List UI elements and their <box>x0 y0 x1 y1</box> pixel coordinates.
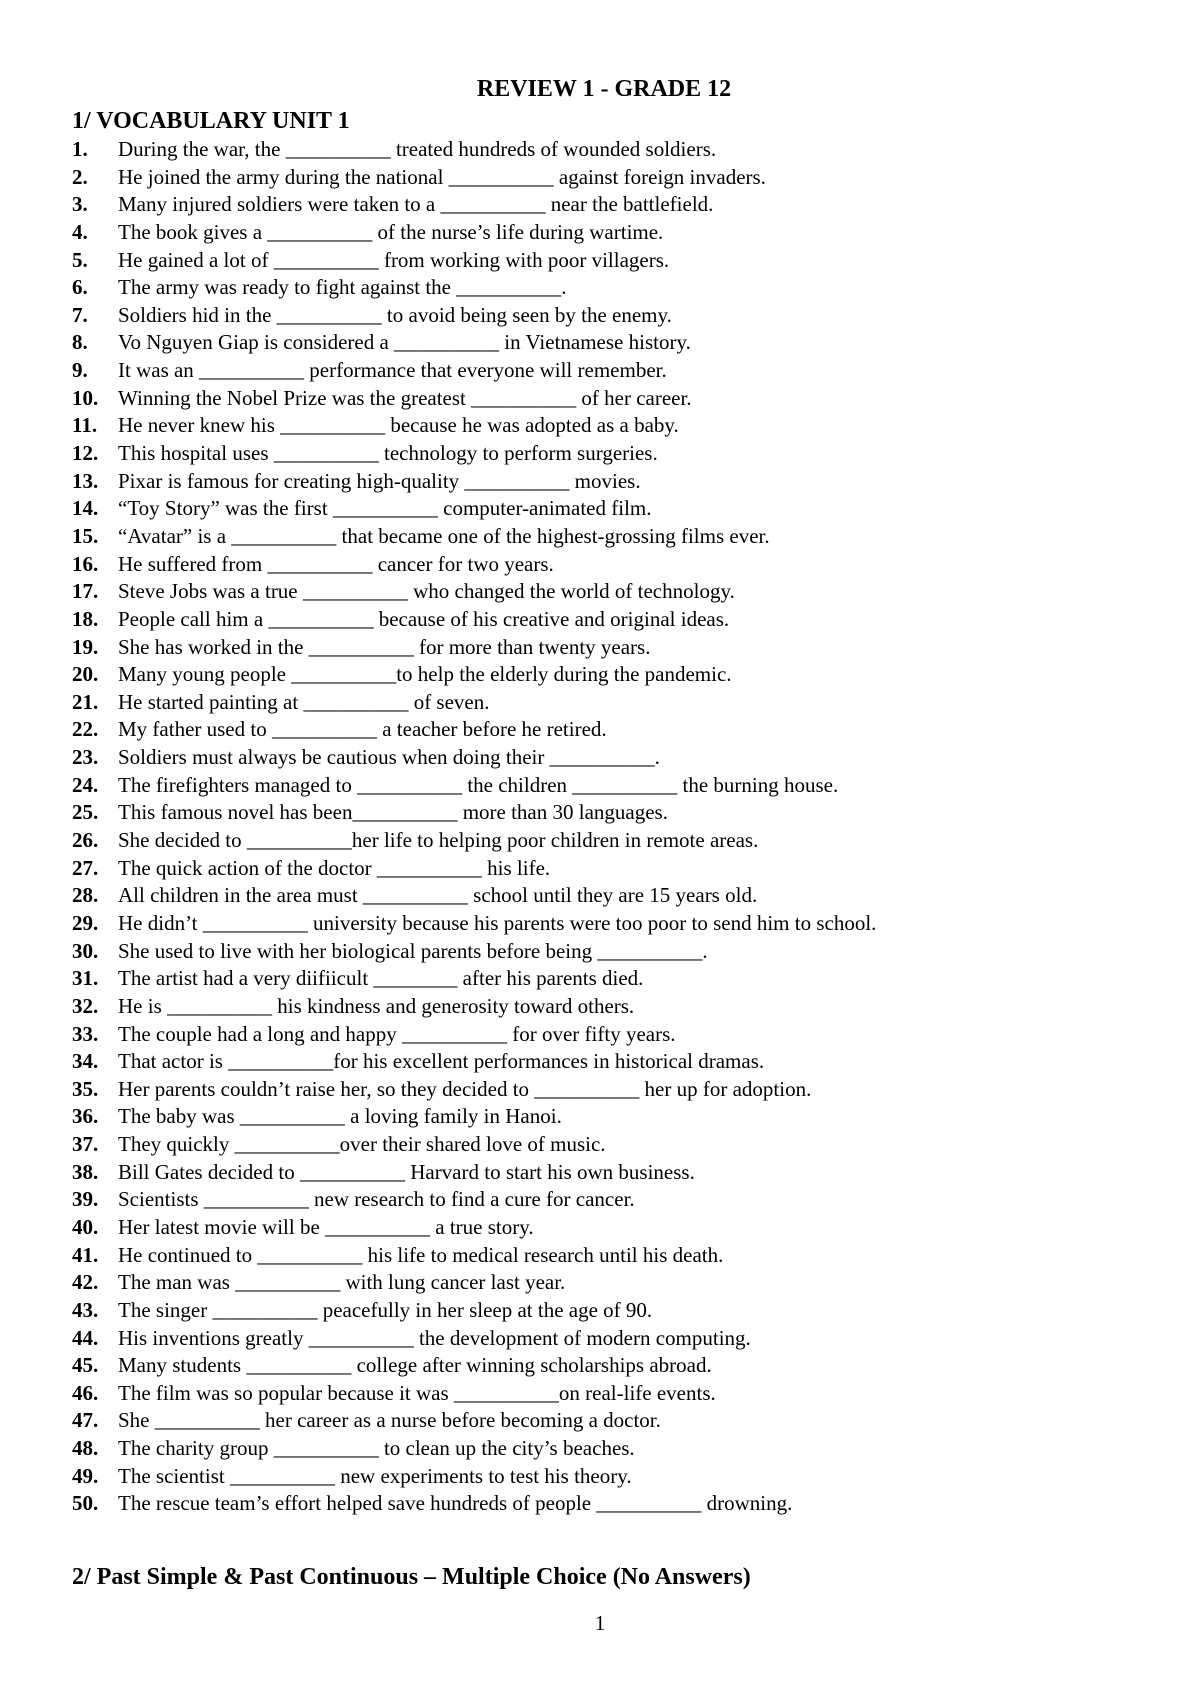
question-number: 21. <box>72 689 99 714</box>
question-number: 33. <box>72 1021 99 1046</box>
question-number: 28. <box>72 883 99 908</box>
question-item <box>72 1021 876 1049</box>
question-text: Pixar is famous for creating high-quality __________ movies. <box>118 468 641 493</box>
question-number: 29. <box>72 910 99 935</box>
question-text: Many injured soldiers were taken to a __________ near the battlefield. <box>118 192 714 217</box>
question-item <box>72 1407 876 1435</box>
question-number: 48. <box>72 1436 99 1461</box>
question-text: The baby was __________ a loving family in Hanoi. <box>118 1104 562 1129</box>
question-item <box>72 329 876 357</box>
question-text: Steve Jobs was a true __________ who changed the world of technology. <box>118 579 735 604</box>
question-number: 2. <box>72 164 88 189</box>
question-number: 19. <box>72 634 99 659</box>
question-item <box>72 744 876 772</box>
question-number: 37. <box>72 1132 99 1157</box>
question-text: Many students __________ college after winning scholarships abroad. <box>118 1353 712 1378</box>
question-item <box>72 136 876 164</box>
question-number: 13. <box>72 468 99 493</box>
question-text: The quick action of the doctor __________ his life. <box>118 855 551 880</box>
question-number: 25. <box>72 800 99 825</box>
question-text: He is __________ his kindness and generosity toward others. <box>118 993 635 1018</box>
question-item <box>72 1242 876 1270</box>
question-item <box>72 302 876 330</box>
question-text: She __________ her career as a nurse before becoming a doctor. <box>118 1408 661 1433</box>
question-text: All children in the area must __________ school until they are 15 years old. <box>118 883 758 908</box>
question-item <box>72 606 876 634</box>
question-text: Many young people __________to help the elderly during the pandemic. <box>118 662 732 687</box>
question-number: 40. <box>72 1214 99 1239</box>
section-heading-vocabulary: 1/ VOCABULARY UNIT 1 <box>72 108 350 134</box>
question-number: 39. <box>72 1187 99 1212</box>
question-number: 14. <box>72 496 99 521</box>
question-number: 44. <box>72 1325 99 1350</box>
question-item <box>72 578 876 606</box>
question-item <box>72 274 876 302</box>
question-number: 6. <box>72 275 88 300</box>
question-text: People call him a __________ because of his creative and original ideas. <box>118 606 730 631</box>
question-text: The firefighters managed to __________ the children __________ the burning house. <box>118 772 839 797</box>
question-text: The charity group __________ to clean up the city’s beaches. <box>118 1436 635 1461</box>
question-number: 36. <box>72 1104 99 1129</box>
question-text: The film was so popular because it was __________on real-life events. <box>118 1380 716 1405</box>
question-item <box>72 634 876 662</box>
question-number: 18. <box>72 606 99 631</box>
question-text: My father used to __________ a teacher before he retired. <box>118 717 607 742</box>
question-number: 47. <box>72 1408 99 1433</box>
question-item <box>72 827 876 855</box>
question-number: 23. <box>72 745 99 770</box>
question-text: Winning the Nobel Prize was the greatest __________ of her career. <box>118 385 692 410</box>
question-number: 16. <box>72 551 99 576</box>
question-text: He didn’t __________ university because his parents were too poor to send him to school. <box>118 910 877 935</box>
question-item <box>72 1103 876 1131</box>
question-text: This hospital uses __________ technology to perform surgeries. <box>118 441 658 466</box>
question-item <box>72 164 876 192</box>
question-item <box>72 772 876 800</box>
question-number: 42. <box>72 1270 99 1295</box>
question-number: 32. <box>72 993 99 1018</box>
question-item <box>72 1325 876 1353</box>
question-item <box>72 1352 876 1380</box>
question-text: The artist had a very diifiicult ________ after his parents died. <box>118 966 644 991</box>
question-number: 17. <box>72 579 99 604</box>
question-number: 34. <box>72 1049 99 1074</box>
question-text: Bill Gates decided to __________ Harvard to start his own business. <box>118 1159 695 1184</box>
question-text: He joined the army during the national __________ against foreign invaders. <box>118 164 766 189</box>
question-text: The rescue team’s effort helped save hundreds of people __________ drowning. <box>118 1491 793 1516</box>
question-item <box>72 523 876 551</box>
question-item <box>72 1490 876 1518</box>
question-item <box>72 440 876 468</box>
question-text: The man was __________ with lung cancer last year. <box>118 1270 566 1295</box>
question-number: 30. <box>72 938 99 963</box>
question-text: The book gives a __________ of the nurse’s life during wartime. <box>118 219 664 244</box>
question-number: 3. <box>72 192 88 217</box>
question-text: The army was ready to fight against the __________. <box>118 275 567 300</box>
question-text: “Toy Story” was the first __________ computer-animated film. <box>118 496 652 521</box>
question-item <box>72 495 876 523</box>
question-text: He never knew his __________ because he was adopted as a baby. <box>118 413 679 438</box>
question-item <box>72 1131 876 1159</box>
question-number: 10. <box>72 385 99 410</box>
question-text: It was an __________ performance that everyone will remember. <box>118 358 667 383</box>
question-number: 1. <box>72 137 88 161</box>
question-item <box>72 191 876 219</box>
question-text: His inventions greatly __________ the development of modern computing. <box>118 1325 751 1350</box>
question-text: He started painting at __________ of seven. <box>118 689 490 714</box>
question-item <box>72 661 876 689</box>
question-number: 35. <box>72 1076 99 1101</box>
question-text: The scientist __________ new experiments to test his theory. <box>118 1463 632 1488</box>
question-number: 50. <box>72 1491 99 1516</box>
question-text: They quickly __________over their shared love of music. <box>118 1132 606 1157</box>
question-number: 38. <box>72 1159 99 1184</box>
question-item <box>72 993 876 1021</box>
question-text: Scientists __________ new research to find a cure for cancer. <box>118 1187 635 1212</box>
question-number: 4. <box>72 219 88 244</box>
question-item <box>72 1463 876 1491</box>
question-number: 11. <box>72 413 98 438</box>
question-number: 26. <box>72 828 99 853</box>
question-item <box>72 882 876 910</box>
question-number: 12. <box>72 441 99 466</box>
question-text: She decided to __________her life to helping poor children in remote areas. <box>118 828 759 853</box>
question-number: 45. <box>72 1353 99 1378</box>
question-item <box>72 1048 876 1076</box>
question-number: 22. <box>72 717 99 742</box>
question-item <box>72 551 876 579</box>
question-text: She used to live with her biological parents before being __________. <box>118 938 708 963</box>
question-number: 24. <box>72 772 99 797</box>
question-item <box>72 1297 876 1325</box>
question-item <box>72 965 876 993</box>
question-item <box>72 247 876 275</box>
question-item <box>72 219 876 247</box>
question-item <box>72 799 876 827</box>
question-text: Soldiers must always be cautious when doing their __________. <box>118 745 660 770</box>
question-number: 9. <box>72 358 88 383</box>
question-item <box>72 468 876 496</box>
question-item <box>72 385 876 413</box>
question-text: The couple had a long and happy __________ for over fifty years. <box>118 1021 676 1046</box>
question-item <box>72 855 876 883</box>
question-item <box>72 689 876 717</box>
question-number: 27. <box>72 855 99 880</box>
question-text: He gained a lot of __________ from working with poor villagers. <box>118 247 670 272</box>
question-number: 8. <box>72 330 88 355</box>
question-item <box>72 357 876 385</box>
question-item <box>72 1380 876 1408</box>
question-item <box>72 1186 876 1214</box>
question-number: 41. <box>72 1242 99 1267</box>
question-number: 20. <box>72 662 99 687</box>
page-number: 1 <box>594 1611 606 1635</box>
question-item <box>72 1076 876 1104</box>
question-item <box>72 1214 876 1242</box>
document-title: REVIEW 1 - GRADE 12 <box>476 76 732 102</box>
question-text: This famous novel has been__________ more than 30 languages. <box>118 800 668 825</box>
question-item <box>72 1159 876 1187</box>
question-number: 5. <box>72 247 88 272</box>
question-text: The singer __________ peacefully in her sleep at the age of 90. <box>118 1297 653 1322</box>
question-item <box>72 910 876 938</box>
vocabulary-question-list <box>72 136 876 1518</box>
question-text: Her latest movie will be __________ a true story. <box>118 1214 534 1239</box>
question-text: He suffered from __________ cancer for two years. <box>118 551 554 576</box>
question-number: 31. <box>72 966 99 991</box>
question-text: That actor is __________for his excellent performances in historical dramas. <box>118 1049 765 1074</box>
question-number: 43. <box>72 1297 99 1322</box>
question-text: “Avatar” is a __________ that became one of the highest-grossing films ever. <box>118 523 770 548</box>
question-item <box>72 716 876 744</box>
question-number: 7. <box>72 302 88 327</box>
question-text: Her parents couldn’t raise her, so they decided to __________ her up for adoption. <box>118 1076 812 1101</box>
question-text: He continued to __________ his life to medical research until his death. <box>118 1242 724 1267</box>
question-text: Vo Nguyen Giap is considered a __________ in Vietnamese history. <box>118 330 691 355</box>
section-heading-grammar: 2/ Past Simple & Past Continuous – Multiple Choice (No Answers) <box>72 1564 751 1590</box>
question-number: 46. <box>72 1380 99 1405</box>
question-number: 49. <box>72 1463 99 1488</box>
question-item <box>72 1435 876 1463</box>
question-text: Soldiers hid in the __________ to avoid being seen by the enemy. <box>118 302 672 327</box>
question-item <box>72 938 876 966</box>
question-item <box>72 1269 876 1297</box>
question-number: 15. <box>72 523 99 548</box>
question-item <box>72 412 876 440</box>
question-text: She has worked in the __________ for more than twenty years. <box>118 634 651 659</box>
question-text: During the war, the __________ treated hundreds of wounded soldiers. <box>118 137 717 161</box>
